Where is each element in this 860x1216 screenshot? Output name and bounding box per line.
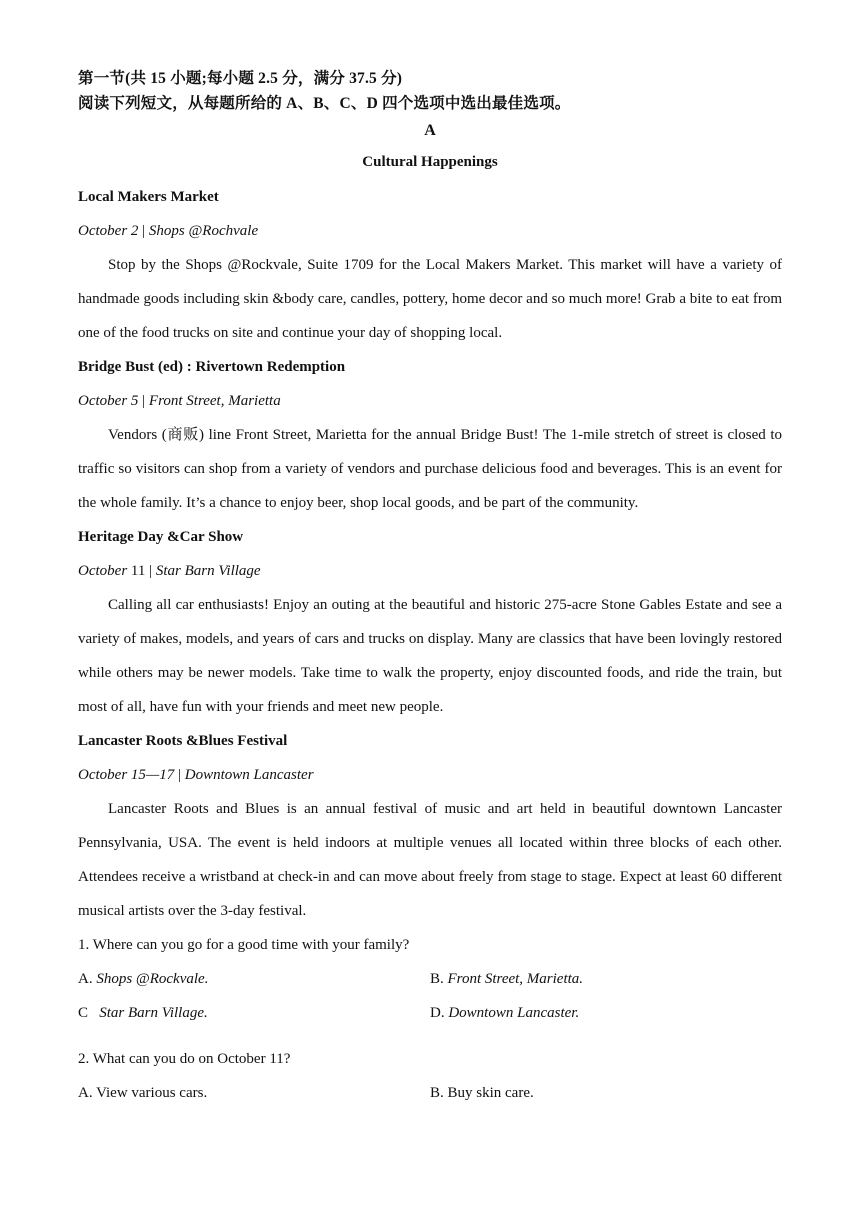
- event-block: [78, 520, 782, 724]
- event-place: Shops @Rochvale: [148, 223, 259, 239]
- event-description: Vendors (商贩) line Front Street, Marietta for the annual Bridge Bust! The 1-mile stretch of street is closed to traffic so visitors can shop from a variety of vendors and purchase delicious food and beverages. This is an event for the whole family. It’s a chance to enjoy beer, shop local goods, and be part of the community.: [78, 427, 782, 511]
- event-title: Lancaster Roots &Blues Festival: [78, 733, 288, 749]
- event-description: Stop by the Shops @Rockvale, Suite 1709 for the Local Makers Market. This market will have a variety of handmade goods including skin &body care, candles, pottery, home decor and so much more! Grab a bite to eat from one of the food trucks on site and continue your day of shopping local.: [78, 257, 782, 341]
- option-label: C: [78, 1005, 100, 1021]
- event-date: October 2: [78, 223, 139, 239]
- passage-title: Cultural Happenings: [362, 154, 498, 170]
- event-separator: |: [145, 563, 156, 579]
- option-b[interactable]: [430, 962, 782, 996]
- question-text: 2. What can you do on October 11?: [78, 1051, 291, 1067]
- event-date-place: [78, 214, 782, 248]
- event-separator: |: [138, 393, 149, 409]
- option-label: D.: [430, 1005, 449, 1021]
- event-place: Downtown Lancaster: [184, 767, 314, 783]
- option-label: B.: [430, 1085, 448, 1101]
- option-a[interactable]: [78, 1076, 430, 1110]
- option-c[interactable]: [78, 996, 430, 1030]
- event-date-place: [78, 554, 782, 588]
- event-title: Heritage Day &Car Show: [78, 529, 244, 545]
- event-block: [78, 350, 782, 520]
- option-text: Buy skin care.: [447, 1085, 534, 1101]
- option-a[interactable]: [78, 962, 430, 996]
- event-date: October 15—17: [78, 767, 175, 783]
- event-place: Star Barn Village: [155, 563, 261, 579]
- option-row: [78, 1076, 782, 1110]
- option-text: Star Barn Village.: [99, 1005, 208, 1021]
- question-block: [78, 928, 782, 1030]
- option-text: Downtown Lancaster.: [448, 1005, 580, 1021]
- event-date: October 5: [78, 393, 139, 409]
- option-b[interactable]: [430, 1076, 782, 1110]
- event-title: Bridge Bust (ed) : Rivertown Redemption: [78, 359, 346, 375]
- section-instructions-line1: 第一节(共 15 小题;每小题 2.5 分，满分 37.5 分): [78, 70, 403, 87]
- event-date: October: [78, 563, 131, 579]
- event-block: [78, 180, 782, 350]
- option-d[interactable]: [430, 996, 782, 1030]
- event-title: Local Makers Market: [78, 189, 219, 205]
- question-block: [78, 1042, 782, 1110]
- event-description: Calling all car enthusiasts! Enjoy an outing at the beautiful and historic 275-acre Stone Gables Estate and see a variety of makes, models, and years of cars and trucks on display. Many are classics that have been lovingly restored while others may be newer models. Take time to walk the property, enjoy discounted foods, and ride the train, but most of all, have fun with your friends and meet new people.: [78, 597, 782, 715]
- option-label: B.: [430, 971, 448, 987]
- option-row: [78, 962, 782, 996]
- passage-letter: A: [424, 122, 436, 139]
- event-description: Lancaster Roots and Blues is an annual festival of music and art held in beautiful downtown Lancaster Pennsylvania, USA. The event is held indoors at multiple venues all located within three blocks of each other. Attendees receive a wristband at check-in and can move about freely from stage to stage. Expect at least 60 different musical artists over the 3-day festival.: [78, 801, 782, 919]
- option-text: View various cars.: [96, 1085, 208, 1101]
- spacer: [78, 1030, 782, 1042]
- event-block: [78, 724, 782, 928]
- event-date-place: [78, 758, 782, 792]
- option-text: Front Street, Marietta.: [447, 971, 584, 987]
- event-date-place: [78, 384, 782, 418]
- exam-page: [78, 66, 782, 1110]
- event-place: Front Street, Marietta: [148, 393, 281, 409]
- section-instructions-line2: 阅读下列短文，从每题所给的 A、B、C、D 四个选项中选出最佳选项。: [78, 95, 571, 112]
- option-label: A.: [78, 1085, 97, 1101]
- event-separator: |: [138, 223, 149, 239]
- event-separator: |: [174, 767, 185, 783]
- event-date-number: 11: [130, 563, 146, 579]
- question-text: 1. Where can you go for a good time with your family?: [78, 937, 410, 953]
- option-row: [78, 996, 782, 1030]
- option-text: Shops @Rockvale.: [96, 971, 209, 987]
- option-label: A.: [78, 971, 97, 987]
